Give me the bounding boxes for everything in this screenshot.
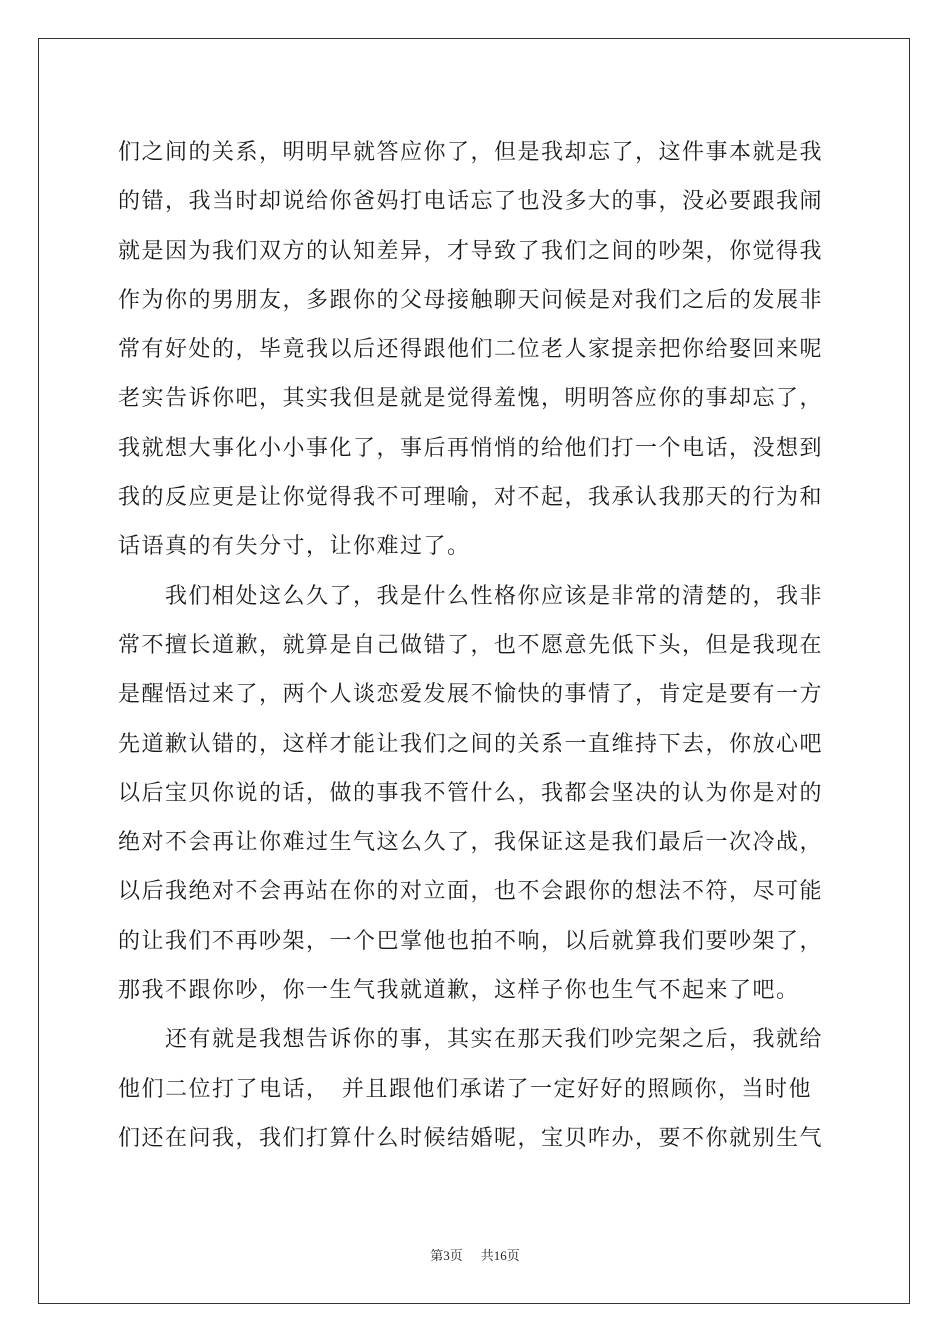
- text-line: 常有好处的，毕竟我以后还得跟他们二位老人家提亲把你给娶回来呢: [118, 337, 824, 363]
- text-line: 是醒悟过来了，两个人谈恋爱发展不愉快的事情了，肯定是要有一方: [118, 682, 824, 708]
- text-line: 他们二位打了电话， 并且跟他们承诺了一定好好的照顾你，当时他: [118, 1076, 813, 1102]
- text-line: 老实告诉你吧，其实我但是就是觉得羞愧，明明答应你的事却忘了，: [118, 386, 824, 412]
- text-line: 我的反应更是让你觉得我不可理喻，对不起，我承认我那天的行为和: [118, 485, 824, 511]
- text-line: 们之间的关系，明明早就答应你了，但是我却忘了，这件事本就是我: [118, 140, 824, 165]
- text-line: 常不擅长道歉，就算是自己做错了，也不愿意先低下头，但是我现在: [118, 632, 824, 658]
- text-line: 们还在问我，我们打算什么时候结婚呢，宝贝咋办，要不你就别生气: [118, 1125, 824, 1151]
- text-line: 作为你的男朋友，多跟你的父母接触聊天问候是对我们之后的发展非: [118, 287, 824, 313]
- page-total: 共16页: [480, 1248, 520, 1263]
- text-line: 我们相处这么久了，我是什么性格你应该是非常的清楚的，我非: [118, 583, 824, 609]
- text-line: 先道歉认错的，这样才能让我们之间的关系一直维持下去，你放心吧: [118, 731, 824, 757]
- text-line: 绝对不会再让你难过生气这么久了，我保证这是我们最后一次冷战，: [118, 830, 824, 856]
- page-footer: [0, 1245, 950, 1264]
- text-line: 还有就是我想告诉你的事，其实在那天我们吵完架之后，我就给: [118, 1027, 824, 1053]
- text-line: 以后我绝对不会再站在你的对立面，也不会跟你的想法不符，尽可能: [118, 879, 824, 905]
- text-line: 以后宝贝你说的话，做的事我不管什么，我都会坚决的认为你是对的: [118, 780, 824, 806]
- text-line: 我就想大事化小小事化了，事后再悄悄的给他们打一个电话，没想到: [118, 435, 824, 461]
- text-line: 的让我们不再吵架，一个巴掌他也拍不响，以后就算我们要吵架了，: [118, 928, 824, 954]
- text-line: 那我不跟你吵，你一生气我就道歉，这样子你也生气不起来了吧。: [118, 978, 800, 1004]
- text-line: 话语真的有失分寸，让你难过了。: [118, 534, 471, 560]
- page-number: 第3页: [430, 1248, 463, 1263]
- document-body: [118, 128, 834, 1163]
- text-line: 的错，我当时却说给你爸妈打电话忘了也没多大的事，没必要跟我闹: [118, 189, 824, 215]
- text-line: 就是因为我们双方的认知差异，才导致了我们之间的吵架，你觉得我: [118, 238, 824, 264]
